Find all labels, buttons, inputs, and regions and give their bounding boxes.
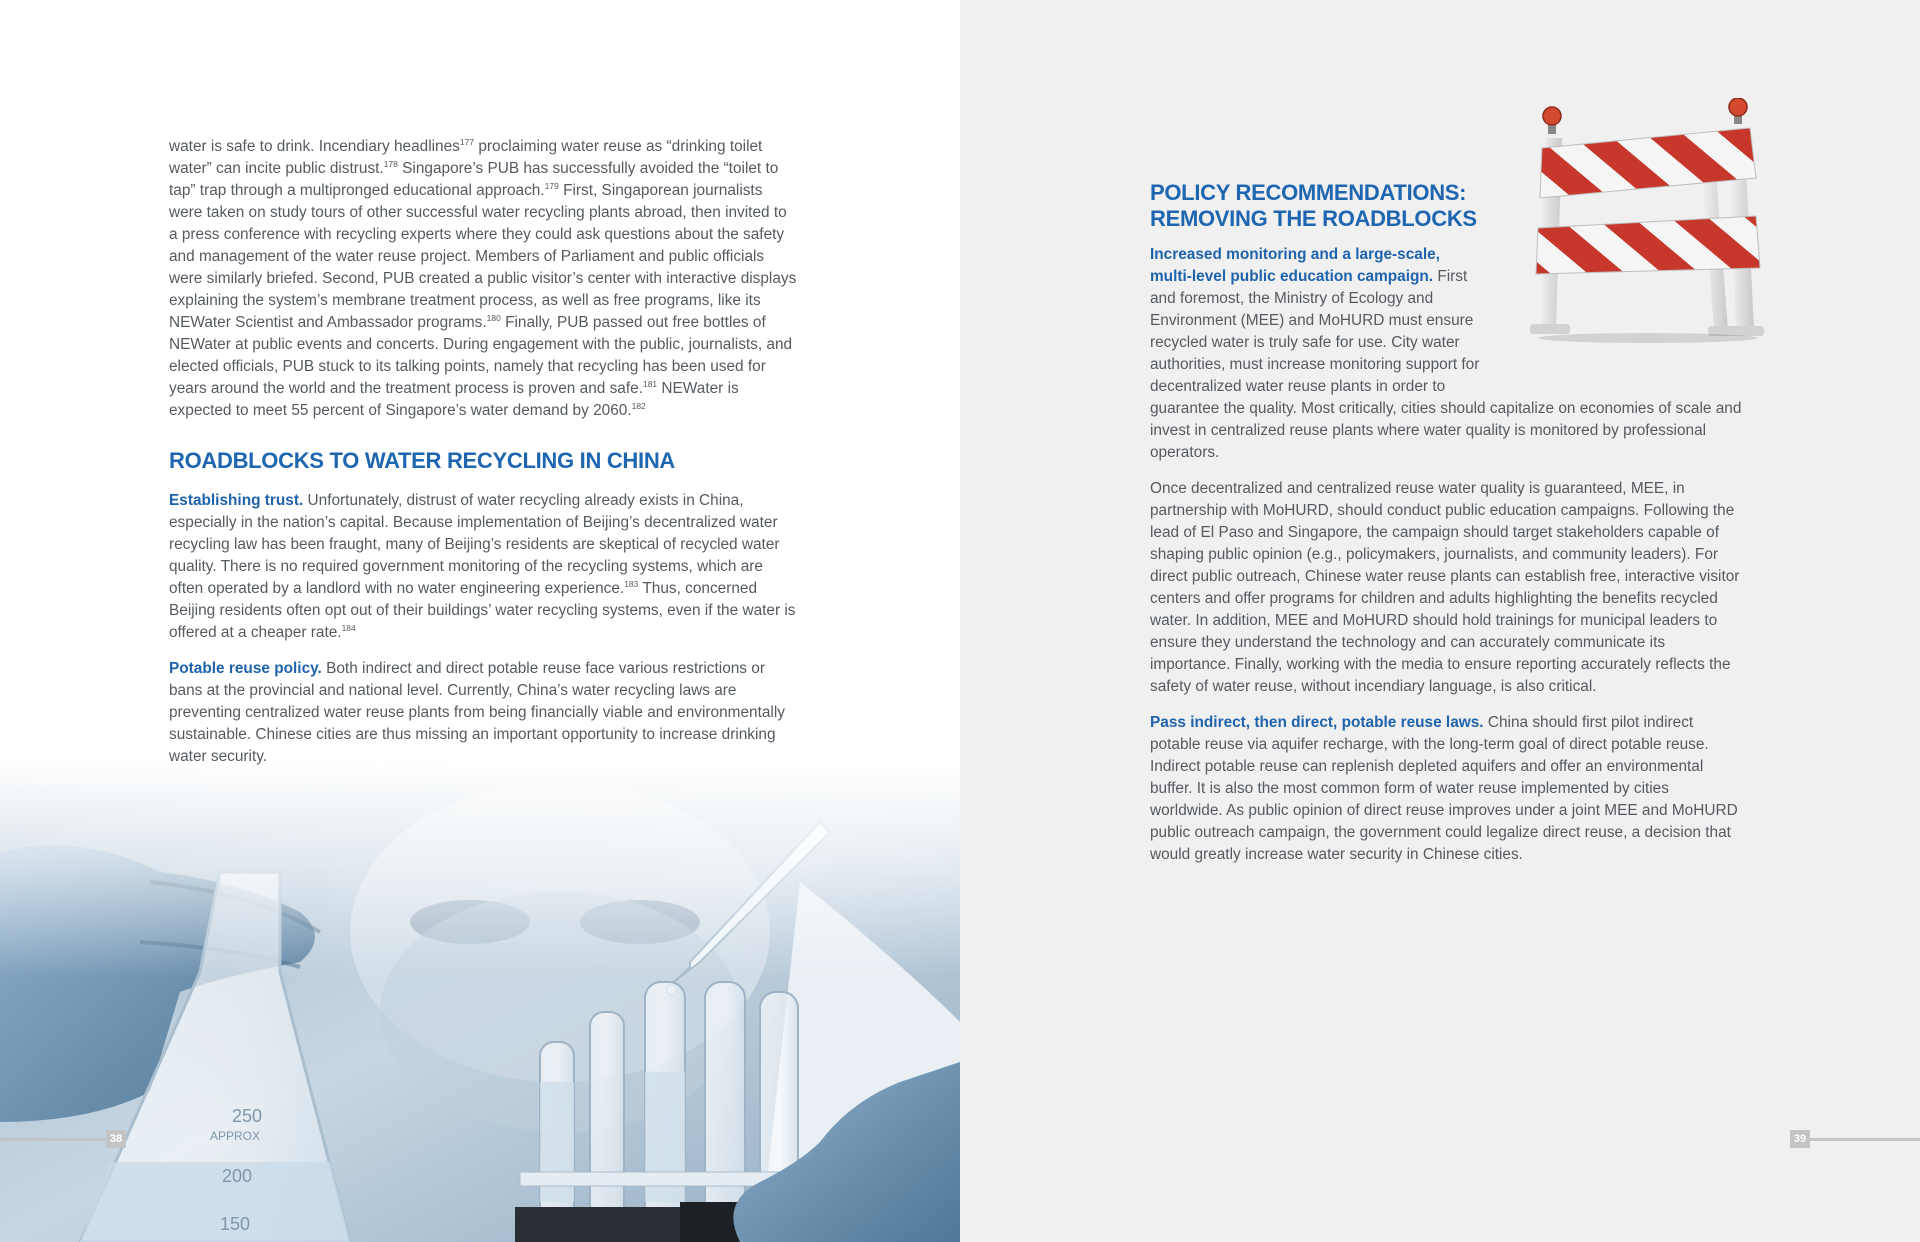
left-column [169,136,799,782]
page-number-line-left [0,1138,106,1141]
lab-photo-illustration [0,762,960,1242]
monitoring-paragraph: Increased monitoring and a large-scale, multi-level public education campaign. First and foremost, the Ministry of Ecology and Environment (MEE) and MoHURD must ensure recycled water is truly safe for use. City water authorities, must increase monitoring support for decentralized water reuse plants in order to guarantee the quality. Most critically, cities should capitalize on economies of scale and invest in centralized reuse plants where water quality is monitored by professional operators. [1150,246,1742,461]
heading-line-2: REMOVING THE ROADBLOCKS [1150,206,1477,231]
float-spacer [1480,244,1742,398]
potable-reuse-paragraph: Potable reuse policy. Both indirect and direct potable reuse face various restrictions or bans at the provincial and national level. Currently, China’s water recycling laws are preventing centralized water reuse plants from being financially viable and environmentally sustainable. Chinese cities are thus missing an important opportunity to increase drinking water security. [169,660,785,765]
roadblocks-heading: ROADBLOCKS TO WATER RECYCLING IN CHINA [169,448,676,473]
right-column [1150,136,1742,880]
intro-paragraph: water is safe to drink. Incendiary headlines$^{177}$ proclaiming water reuse as “drinking toilet water” can incite public distrust.$^{178}$ Singapore’s PUB has successfully avoided the “toilet to tap” trap through a multipronged educational approach.$^{179}$ First, Singaporean journalists were taken on study tours of other successful water recycling plants abroad, then invited to a press conference with recycling experts where they could ask questions about the safety and management of the water reuse project. Members of Parliament and public officials were similarly briefed. Second, PUB created a public visitor’s center with interactive displays explaining the system’s membrane treatment process, as well as free programs, like its NEWater Scientist and Ambassador programs.$^{180}$ Finally, PUB passed out free bottles of NEWater at public events and concerts. During engagement with the public, journalists, and elected officials, PUB stuck to its talking points, namely that recycling has been used for years around the world and the treatment process is proven and safe.$^{181}$ NEWater is expected to meet 55 percent of Singapore’s water demand by 2060.$^{182}$ [169,136,797,419]
potable-reuse-laws-paragraph: Pass indirect, then direct, potable reuse laws. China should first pilot indirect potable reuse via aquifer recharge, with the long-term goal of direct potable reuse. Indirect potable reuse can replenish depleted aquifers and offer an environmental buffer. It is also the most common form of water reuse implemented by cities worldwide. As public opinion of direct reuse improves under a joint MEE and MoHURD public outreach campaign, the government could legalize direct reuse, a decision that would greatly increase water security in Chinese cities. [1150,714,1738,863]
heading-line-1: POLICY RECOMMENDATIONS: [1150,180,1467,205]
policy-recommendations-heading [1150,180,1742,232]
education-campaign-paragraph: Once decentralized and centralized reuse water quality is guaranteed, MEE, in partnership with MoHURD, should conduct public education campaigns. Following the lead of El Paso and Singapore, the campaign should target stakeholders capable of shaping public opinion (e.g., policymakers, journalists, and community leaders). For direct public outreach, Chinese water reuse plants can establish free, interactive visitor centers and offer programs for children and adults highlighting the benefits recycled water. In addition, MEE and MoHURD should hold trainings for municipal leaders to ensure they understand the technology and can accurately communicate its importance. Finally, working with the media to ensure reporting accurately reflects the safety of water reuse, without incendiary language, is also critical. [1150,480,1740,695]
page-number-line-right [1810,1138,1920,1141]
page-number-right: 39 [1790,1130,1810,1148]
establishing-trust-paragraph: Establishing trust. Unfortunately, distrust of water recycling already exists in China, especially in the nation’s capital. Because implementation of Beijing’s decentralized water recycling law has been fraught, many of Beijing’s residents are skeptical of recycled water quality. There is no required government monitoring of the recycling systems, which are often operated by a landlord with no water engineering experience.$^{183}$ Thus, concerned Beijing residents often opt out of their buildings’ water recycling systems, even if the water is offered at a cheaper rate.$^{184}$ [169,492,796,641]
monitoring-lead: Increased monitoring and a large-scale, multi-level public education campaign. [1150,246,1440,285]
right-page [960,0,1920,1242]
potable-reuse-laws-lead: Pass indirect, then direct, potable reuse laws. [1150,714,1484,731]
page-number-left: 38 [106,1130,126,1148]
potable-reuse-lead: Potable reuse policy. [169,660,322,677]
establishing-trust-lead: Establishing trust. [169,492,304,509]
